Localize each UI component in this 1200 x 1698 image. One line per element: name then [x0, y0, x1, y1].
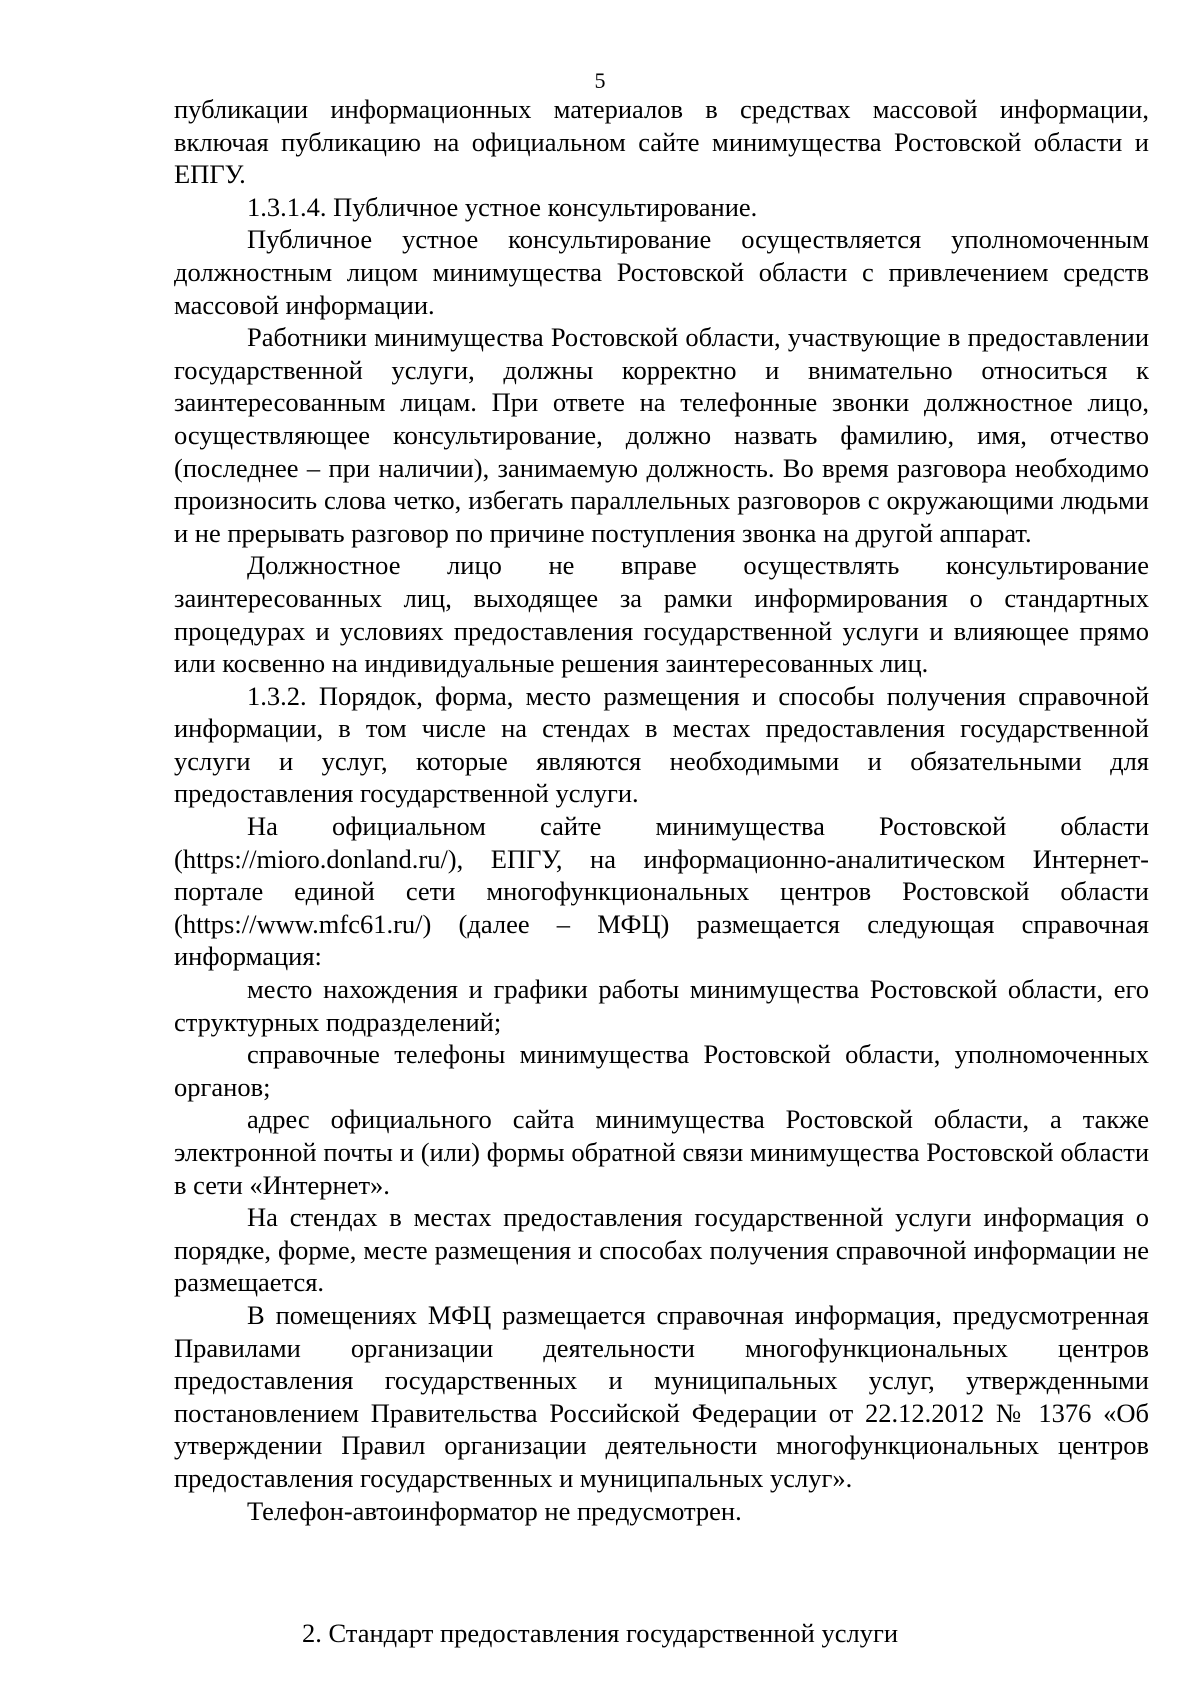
section-heading: 2. Стандарт предоставления государственной услуги [301, 1618, 899, 1648]
list-item-website: адрес официального сайта минимущества Ростовской области, а также электронной почты и (или) формы обратной связи минимущества Ростовской области в сети «Интернет». [174, 1104, 1149, 1200]
page-number: 5 [594, 68, 606, 93]
paragraph-mfc-premises: В помещениях МФЦ размещается справочная информация, предусмотренная Правилами организации деятельности многофункциональных центров предоставления государственных и муниципальных услуг, утвержденными постановлением Правительства Российской Федерации от 22.12.2012 № 1376 «Об утверждении Правил организации деятельности многофункциональных центров предоставления государственных и муниципальных услуг». [174, 1299, 1149, 1493]
paragraph-continuation: публикации информационных материалов в средствах массовой информации, включая публикацию на официальном сайте минимущества Ростовской области и ЕПГУ. [174, 94, 1149, 190]
list-item-phones: справочные телефоны минимущества Ростовской области, уполномоченных органов; [174, 1039, 1149, 1102]
paragraph-autoinformer: Телефон-автоинформатор не предусмотрен. [247, 1495, 742, 1526]
list-item-location: место нахождения и графики работы минимущества Ростовской области, его структурных подразделений; [174, 974, 1149, 1037]
paragraph-stands: На стендах в местах предоставления государственной услуги информация о порядке, форме, месте размещения и способах получения справочной информации не размещается. [174, 1202, 1149, 1298]
paragraph-official-limits: Должностное лицо не вправе осуществлять консультирование заинтересованных лиц, выходящее за рамки информирования о стандартных процедурах и условиях предоставления государственной услуги и влияющее прямо или косвенно на индивидуальные решения заинтересованных лиц. [174, 550, 1149, 679]
paragraph-public-consulting: Публичное устное консультирование осуществляется уполномоченным должностным лицом минимущества Ростовской области с привлечением средств массовой информации. [174, 224, 1149, 320]
page-body [174, 93, 1149, 1527]
paragraph-1-3-2: 1.3.2. Порядок, форма, место размещения и способы получения справочной информации, в том числе на стендах в местах предоставления государственной услуги и услуг, которые являются необходимыми и обязательными для предоставления государственной услуги. [174, 680, 1149, 809]
paragraph-official-site: На официальном сайте минимущества Ростовской области (https://mioro.donland.ru/), ЕПГУ, на информационно-аналитическом Интернет-портале единой сети многофункциональных центров Ростовской области (https://www.mfc61.ru/) (далее – МФЦ) размещается следующая справочная информация: [174, 811, 1149, 972]
paragraph-employees: Работники минимущества Ростовской области, участвующие в предоставлении государственной услуги, должны корректно и внимательно относиться к заинтересованным лицам. При ответе на телефонные звонки должностное лицо, осуществляющее консультирование, должно назвать фамилию, имя, отчество (последнее – при наличии), занимаемую должность. Во время разговора необходимо произносить слова четко, избегать параллельных разговоров с окружающими людьми и не прерывать разговор по причине поступления звонка на другой аппарат. [174, 322, 1149, 548]
paragraph-1-3-1-4: 1.3.1.4. Публичное устное консультирование. [247, 191, 758, 222]
